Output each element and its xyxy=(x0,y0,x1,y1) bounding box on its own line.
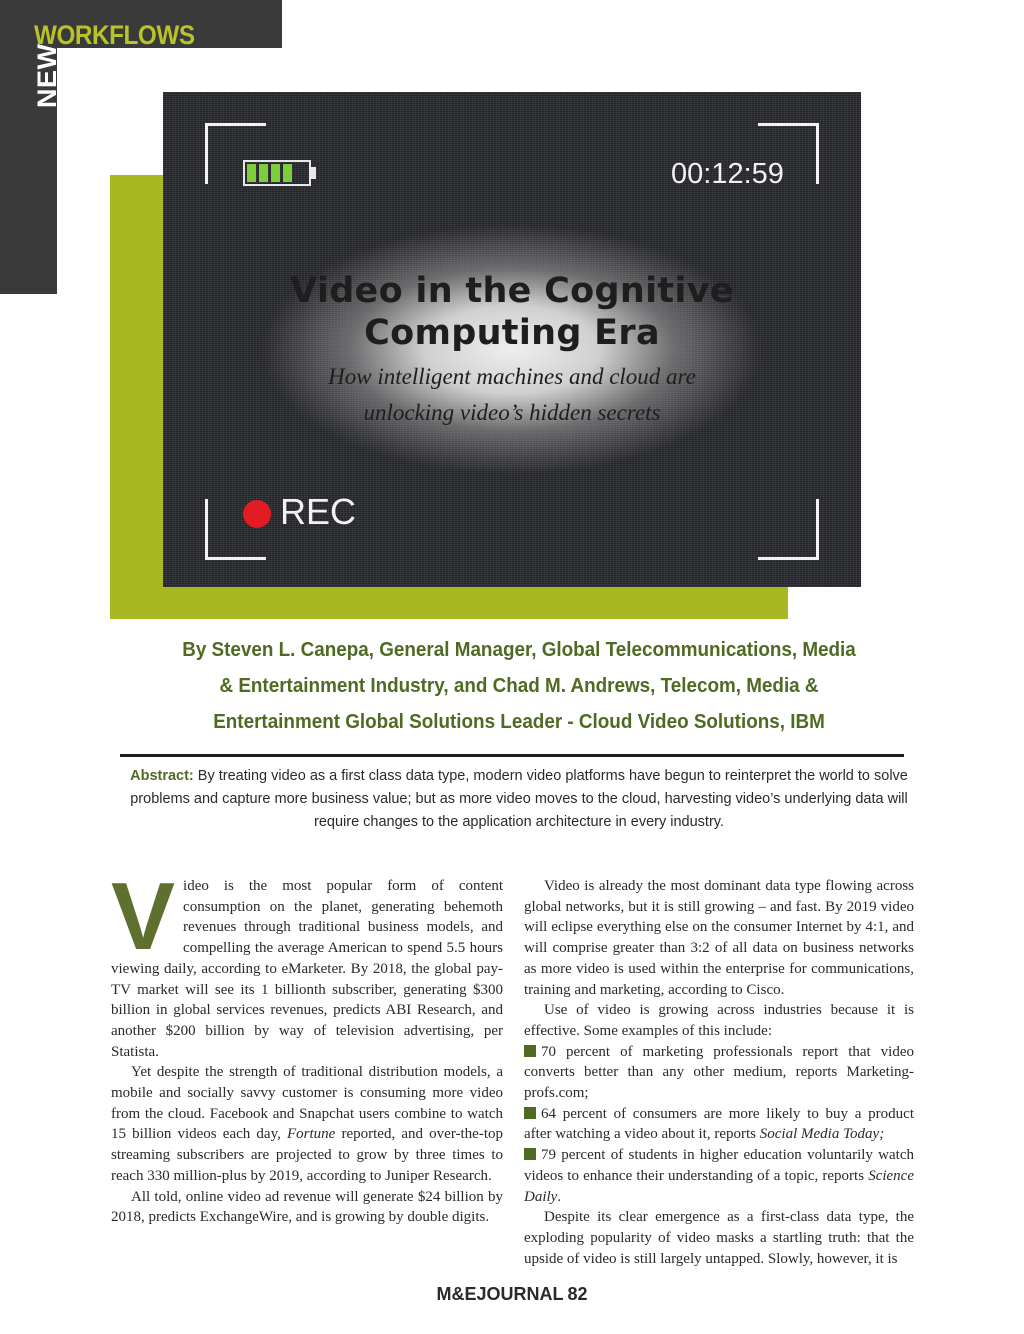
abstract-label: Abstract: xyxy=(130,768,194,784)
record-dot-icon xyxy=(243,500,271,528)
bullet-item xyxy=(524,1042,914,1104)
bullet-item xyxy=(524,1145,914,1207)
subtitle-line: How intelligent machines and cloud are xyxy=(328,364,696,389)
byline-line: By Steven L. Canepa, General Manager, Global Telecommunications, Media xyxy=(182,638,856,661)
article-subtitle xyxy=(163,359,861,431)
recording-timer: 00:12:59 xyxy=(671,158,784,190)
bullet-text: 79 percent of students in higher education voluntarily watch videos to enhance their understanding of a topic, reports xyxy=(524,1147,914,1184)
body-column-right xyxy=(524,876,914,1269)
bullet-text: . xyxy=(557,1188,562,1205)
hero-image xyxy=(163,92,861,587)
bullet-square-icon xyxy=(524,1045,536,1057)
page-number: 82 xyxy=(567,1284,588,1304)
author-byline xyxy=(143,632,896,740)
journal-name: M&EJOURNAL xyxy=(436,1284,564,1304)
body-column-left xyxy=(111,863,503,1228)
viewfinder-corner-bottom-right xyxy=(758,499,819,560)
drop-cap: V xyxy=(111,863,176,970)
abstract-text: By treating video as a first class data type, modern video platforms have begun to reinterpret the world to solve problems and capture more business value; but as more video moves to the cloud, harvesting video’s underlying data will require changes to the application architecture in every industry. xyxy=(130,768,908,830)
battery-bar xyxy=(283,164,292,182)
battery-icon xyxy=(243,160,311,186)
bullet-square-icon xyxy=(524,1148,536,1160)
paragraph: All told, online video ad revenue will generate $24 billion by 2018, predicts ExchangeWire, and is growing by double digits. xyxy=(111,1188,503,1226)
subtitle-line: unlocking video’s hidden secrets xyxy=(363,400,661,425)
paragraph xyxy=(111,863,503,1062)
divider-rule xyxy=(120,754,904,757)
byline-line: Entertainment Global Solutions Leader - Cloud Video Solutions, IBM xyxy=(213,710,825,733)
section-label-new: NEW xyxy=(32,43,62,108)
battery-tip xyxy=(311,167,316,179)
bullet-text: 64 percent of consumers are more likely to buy a product after watching a video about it, reports xyxy=(524,1105,914,1143)
bullet-text: 70 percent of marketing professionals report that video converts better than any other medium, reports Marketing-profs.com; xyxy=(524,1043,914,1102)
paragraph-text: Yet despite the strength of traditional distribution models, a mobile and socially savvy customer is consuming more video from the cloud. Facebook and Snapchat users combine to watch 15 billion videos each day, xyxy=(111,1064,503,1143)
paragraph: Video is already the most dominant data type flowing across global networks, but it is still growing – and fast. By 2019 video will eclipse everything else on the consumer Internet by 4:1, and will comprise greater than 3:2 of all data on business networks as more video is used within the enterprise for communications, training and marketing, according to Cisco. xyxy=(524,878,914,998)
publication-name: Social Media Today; xyxy=(759,1126,885,1143)
paragraph xyxy=(111,1062,503,1186)
byline-line: & Entertainment Industry, and Chad M. Andrews, Telecom, Media & xyxy=(219,674,819,697)
rec-label: REC xyxy=(280,491,357,532)
paragraph: Use of video is growing across industries because it is effective. Some examples of this include: xyxy=(524,1002,914,1039)
publication-name: Science Daily xyxy=(524,1167,914,1205)
bullet-item xyxy=(524,1104,914,1145)
page-footer xyxy=(0,1284,1024,1305)
publication-name: Fortune xyxy=(287,1126,336,1143)
title-line: Video in the Cognitive xyxy=(290,271,734,311)
paragraph-text: reported, and over-the-top streaming subscribers are projected to grow by three times to reach 330 million-plus by 2019, according to Juniper Research. xyxy=(111,1126,503,1184)
battery-bar xyxy=(271,164,280,182)
paragraph: Despite its clear emergence as a first-class data type, the exploding popularity of video masks a startling truth: that the upside of video is still largely untapped. Slowly, however, it is xyxy=(524,1209,914,1267)
section-label-workflows: WORKFLOWS xyxy=(34,20,195,50)
bullet-square-icon xyxy=(524,1107,536,1119)
battery-bar xyxy=(247,164,256,182)
article-title xyxy=(163,270,861,354)
title-line: Computing Era xyxy=(364,313,660,353)
paragraph-text: ideo is the most popular form of content consumption on the planet, generating behemoth revenues through traditional business models, and compelling the average American to spend 5.5 hours viewing daily, according to eMarketer. By 2018, the global pay-TV market will see its 1 billionth subscriber, generating $300 billion in global services revenues, predicts ABI Research, and another $200 billion by way of television advertising, per Statista. xyxy=(111,878,503,1060)
abstract xyxy=(110,765,928,834)
battery-bar xyxy=(259,164,268,182)
